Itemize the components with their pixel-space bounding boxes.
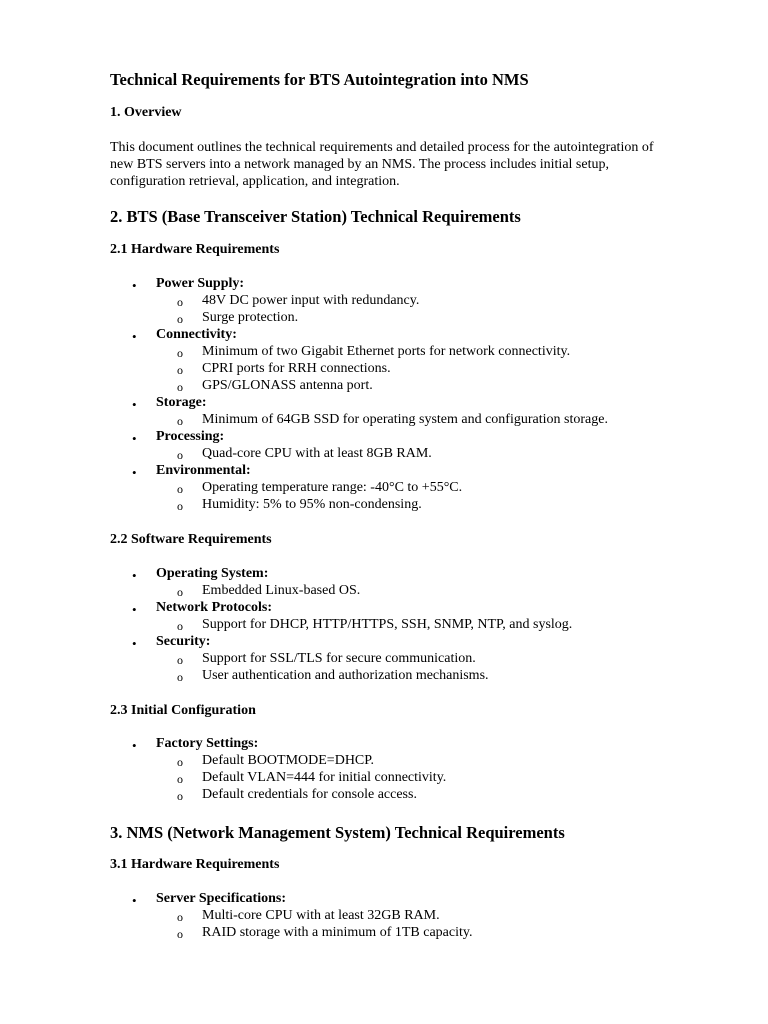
list-subitem: CPRI ports for RRH connections. bbox=[202, 361, 391, 376]
list-item-label: Storage: bbox=[156, 395, 207, 410]
sub-bullet: o bbox=[177, 499, 183, 513]
sub-bullet: o bbox=[177, 927, 183, 941]
sub-bullet: o bbox=[177, 585, 183, 599]
section-2-heading: 2. BTS (Base Transceiver Station) Technical Requirements bbox=[110, 207, 521, 226]
overview-paragraph bbox=[110, 139, 720, 190]
overview-line: new BTS servers into a network managed by an NMS. The process includes initial setup, bbox=[110, 157, 609, 172]
list-item-label: Network Protocols: bbox=[156, 600, 272, 615]
sub-bullet: o bbox=[177, 414, 183, 428]
sub-bullet: o bbox=[177, 789, 183, 803]
list-subitem: Quad-core CPU with at least 8GB RAM. bbox=[202, 446, 432, 461]
list-item-label: Power Supply: bbox=[156, 276, 245, 291]
bullet: • bbox=[132, 893, 137, 908]
sub-bullet: o bbox=[177, 363, 183, 377]
section-2-3-heading: 2.3 Initial Configuration bbox=[110, 703, 256, 718]
sub-bullet: o bbox=[177, 380, 183, 394]
bullet: • bbox=[132, 602, 137, 617]
bullet: • bbox=[132, 568, 137, 583]
list-item-label: Security: bbox=[156, 634, 211, 649]
sub-bullet: o bbox=[177, 619, 183, 633]
sub-bullet: o bbox=[177, 910, 183, 924]
list-subitem: Support for DHCP, HTTP/HTTPS, SSH, SNMP, NTP, and syslog. bbox=[202, 617, 573, 632]
overview-line: configuration retrieval, application, and integration. bbox=[110, 174, 400, 189]
list-subitem: Multi-core CPU with at least 32GB RAM. bbox=[202, 908, 440, 923]
bullet: • bbox=[132, 636, 137, 651]
bullet: • bbox=[132, 465, 137, 480]
sub-bullet: o bbox=[177, 653, 183, 667]
sub-bullet: o bbox=[177, 482, 183, 496]
list-subitem: Minimum of two Gigabit Ethernet ports for network connectivity. bbox=[202, 344, 571, 359]
sub-bullet: o bbox=[177, 346, 183, 360]
overview-heading: 1. Overview bbox=[110, 105, 182, 120]
list-item-label: Connectivity: bbox=[156, 327, 237, 342]
list-subitem: Default credentials for console access. bbox=[202, 787, 417, 802]
list-subitem: 48V DC power input with redundancy. bbox=[202, 293, 420, 308]
list-subitem: Support for SSL/TLS for secure communication. bbox=[202, 651, 476, 666]
list-subitem: Minimum of 64GB SSD for operating system and configuration storage. bbox=[202, 412, 608, 427]
bullet: • bbox=[132, 397, 137, 412]
section-3-1-heading: 3.1 Hardware Requirements bbox=[110, 857, 280, 872]
list-item-label: Server Specifications: bbox=[156, 891, 286, 906]
list-subitem: Embedded Linux-based OS. bbox=[202, 583, 361, 598]
document-title: Technical Requirements for BTS Autointegration into NMS bbox=[110, 70, 529, 89]
list-item-label: Operating System: bbox=[156, 566, 269, 581]
section-3-heading: 3. NMS (Network Management System) Technical Requirements bbox=[110, 823, 565, 842]
sub-bullet: o bbox=[177, 772, 183, 786]
list-subitem: User authentication and authorization mechanisms. bbox=[202, 668, 489, 683]
list-subitem: Surge protection. bbox=[202, 310, 299, 325]
sub-bullet: o bbox=[177, 295, 183, 309]
list-subitem: Humidity: 5% to 95% non-condensing. bbox=[202, 497, 422, 512]
section-2-2-heading: 2.2 Software Requirements bbox=[110, 532, 272, 547]
list-item-label: Environmental: bbox=[156, 463, 251, 478]
list-item-label: Factory Settings: bbox=[156, 736, 259, 751]
sub-bullet: o bbox=[177, 448, 183, 462]
bullet: • bbox=[132, 278, 137, 293]
section-2-1-heading: 2.1 Hardware Requirements bbox=[110, 242, 280, 257]
list-item-label: Processing: bbox=[156, 429, 225, 444]
bullet: • bbox=[132, 329, 137, 344]
bullet: • bbox=[132, 738, 137, 753]
overview-line: This document outlines the technical requirements and detailed process for the autointegration of bbox=[110, 140, 654, 155]
list-subitem: RAID storage with a minimum of 1TB capacity. bbox=[202, 925, 473, 940]
list-subitem: Default BOOTMODE=DHCP. bbox=[202, 753, 374, 768]
sub-bullet: o bbox=[177, 670, 183, 684]
sub-bullet: o bbox=[177, 755, 183, 769]
sub-bullet: o bbox=[177, 312, 183, 326]
list-subitem: GPS/GLONASS antenna port. bbox=[202, 378, 373, 393]
bullet: • bbox=[132, 431, 137, 446]
list-subitem: Operating temperature range: -40°C to +55°C. bbox=[202, 480, 463, 495]
list-subitem: Default VLAN=444 for initial connectivity. bbox=[202, 770, 447, 785]
